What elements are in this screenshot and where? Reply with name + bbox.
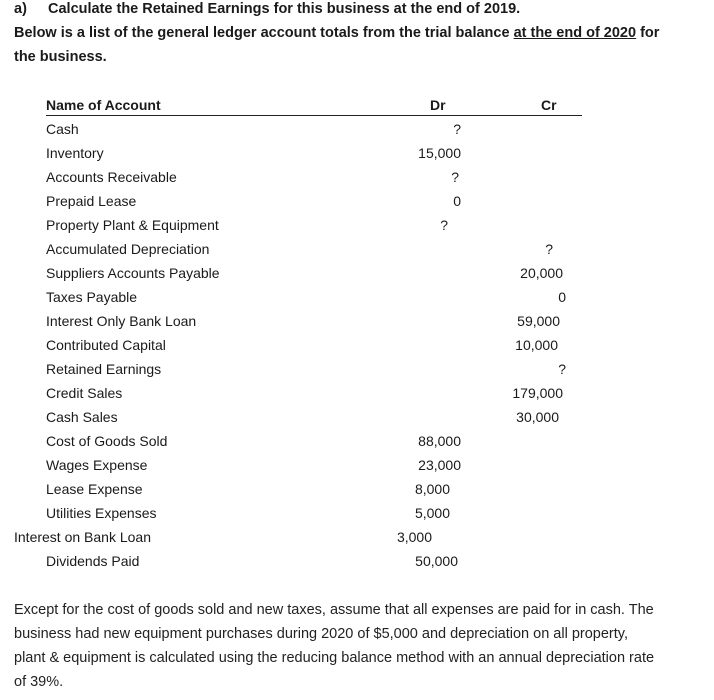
debit-value: 23,000 (418, 457, 461, 473)
account-name: Accumulated Depreciation (46, 241, 210, 257)
intro-after: for (636, 25, 660, 41)
debit-value: ? (453, 121, 461, 137)
account-name: Interest on Bank Loan (14, 529, 151, 545)
account-name: Suppliers Accounts Payable (46, 265, 220, 281)
intro-before: Below is a list of the general ledger account totals from the trial balance (14, 25, 514, 41)
debit-value: 5,000 (414, 505, 450, 521)
credit-value: ? (558, 361, 566, 377)
question-intro (14, 25, 659, 41)
credit-value: 10,000 (515, 337, 558, 353)
account-name: Contributed Capital (46, 337, 166, 353)
header-account-name: Name of Account (46, 97, 161, 113)
debit-value: 8,000 (414, 481, 450, 497)
question-title: Calculate the Retained Earnings for this business at the end of 2019. (48, 1, 521, 17)
debit-value: 0 (453, 193, 461, 209)
credit-value: 0 (558, 289, 566, 305)
account-name: Property Plant & Equipment (46, 217, 219, 233)
footer-line: plant & equipment is calculated using the reducing balance method with an annual depreciation rate (14, 650, 655, 666)
footer-line: of 39%. (14, 674, 64, 690)
credit-value: 179,000 (512, 385, 563, 401)
account-name: Cash (46, 121, 79, 137)
footer-paragraph (14, 598, 710, 694)
account-name: Lease Expense (46, 481, 143, 497)
footer-line: Except for the cost of goods sold and new taxes, assume that all expenses are paid for in cash. The (14, 602, 654, 618)
account-name: Utilities Expenses (46, 505, 157, 521)
question-label: a) (14, 1, 27, 17)
debit-value: 3,000 (396, 529, 432, 545)
credit-value: 59,000 (517, 313, 560, 329)
header-credit: Cr (541, 97, 557, 113)
debit-value: ? (451, 169, 459, 185)
debit-value: 50,000 (415, 553, 458, 569)
account-name: Interest Only Bank Loan (46, 313, 197, 329)
footer-line: business had new equipment purchases during 2020 of $5,000 and depreciation on all property, (14, 626, 628, 642)
question-intro-line2: the business. (14, 49, 107, 65)
debit-value: ? (440, 217, 448, 233)
account-name: Credit Sales (46, 385, 123, 401)
account-name: Inventory (46, 145, 104, 161)
account-name: Cost of Goods Sold (46, 433, 168, 449)
account-name: Prepaid Lease (46, 193, 137, 209)
intro-emphasis: at the end of 2020 (513, 25, 637, 41)
header-underline (46, 115, 582, 116)
debit-value: 15,000 (418, 145, 461, 161)
account-name: Dividends Paid (46, 553, 140, 569)
debit-value: 88,000 (418, 433, 461, 449)
account-name: Accounts Receivable (46, 169, 177, 185)
credit-value: 20,000 (520, 265, 563, 281)
account-name: Taxes Payable (46, 289, 138, 305)
credit-value: ? (545, 241, 553, 257)
account-name: Retained Earnings (46, 361, 162, 377)
account-name: Wages Expense (46, 457, 148, 473)
header-debit: Dr (430, 97, 446, 113)
account-name: Cash Sales (46, 409, 118, 425)
credit-value: 30,000 (516, 409, 559, 425)
